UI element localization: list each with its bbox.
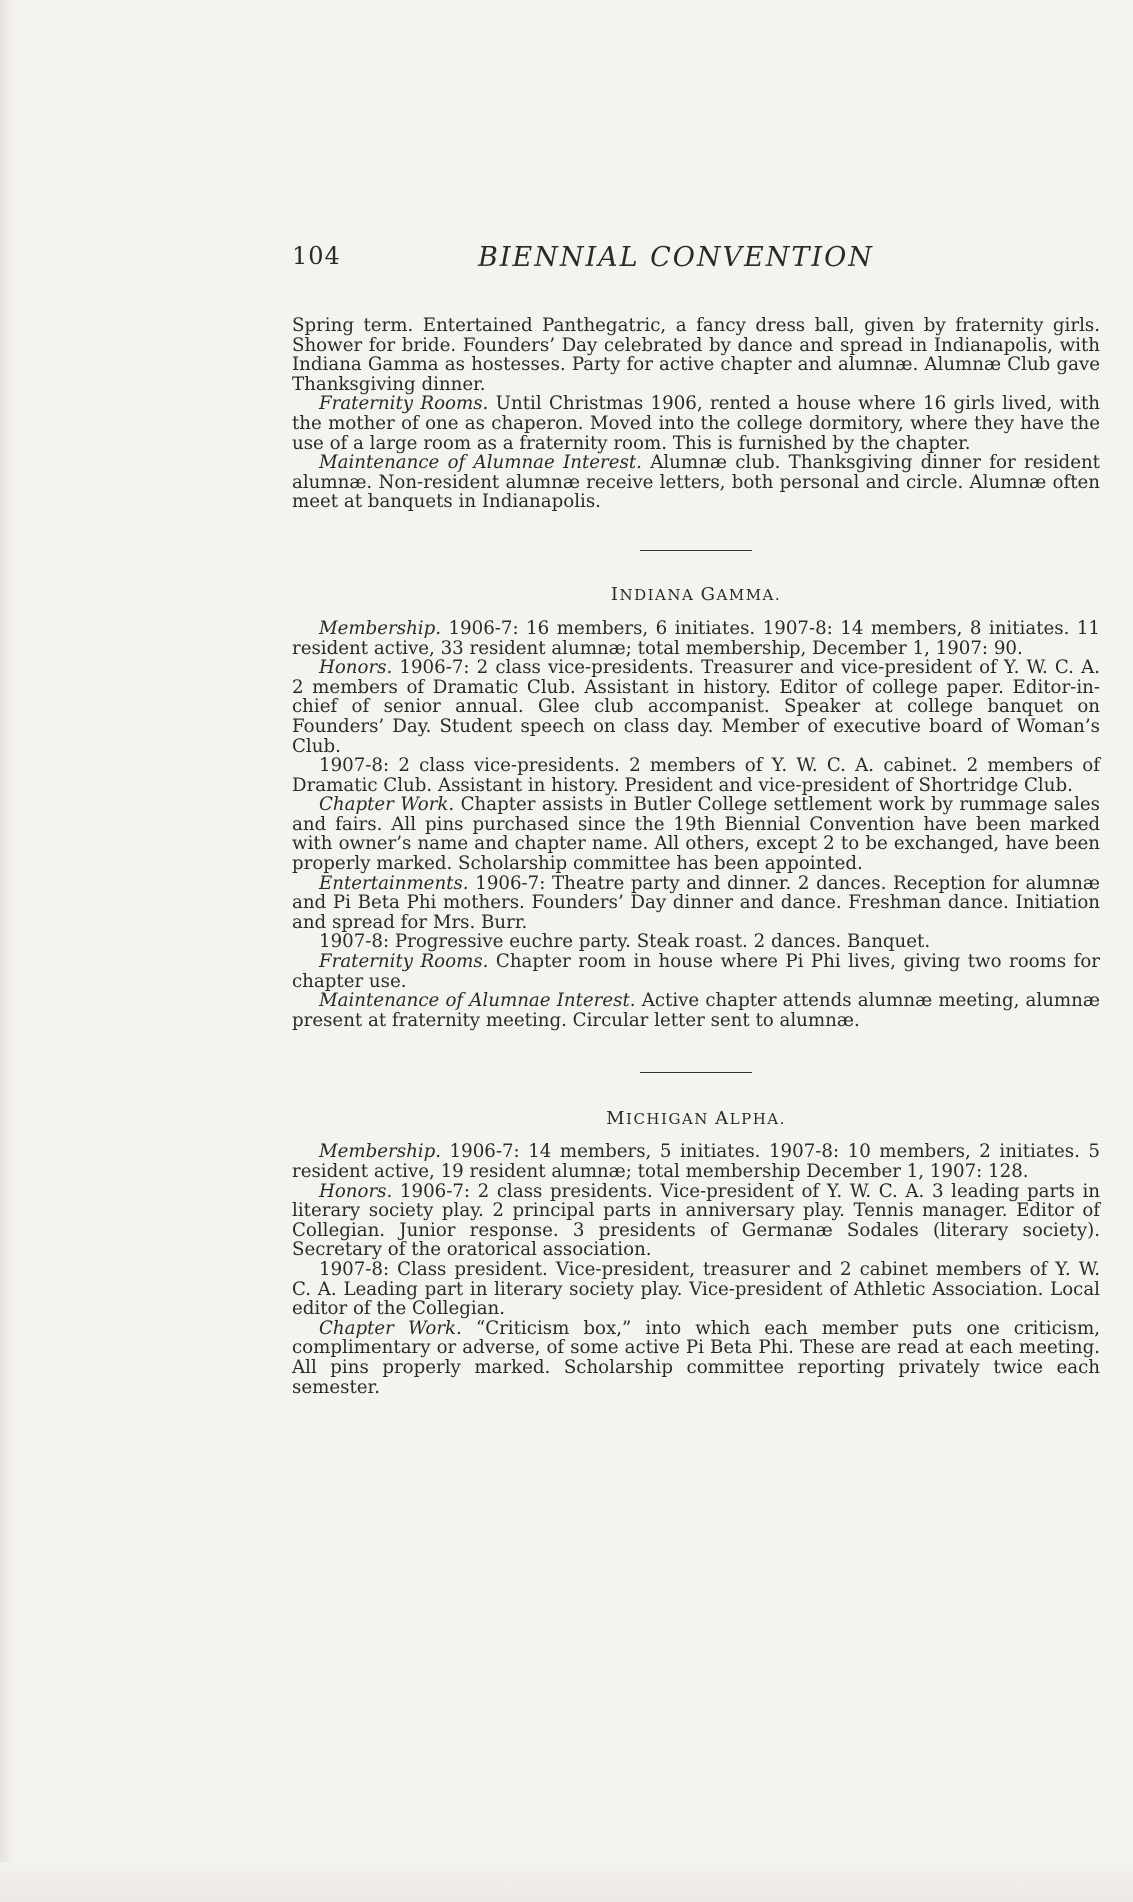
run-in-heading: Membership. [319,1141,442,1163]
paragraph-alumnae-interest [292,991,1100,1030]
paragraph-text: Chapter assists in Butler College settlement work by rummage sales and fairs. All pins purchased since the 19th Biennial Convention have been marked with owner’s name and chapter name. All others, except 2 to be exchanged, have been properly marked. Scholarship committee has been appointed. [292,794,1100,875]
paragraph-honors-1907: 1907-8: 2 class vice-presidents. 2 members of Y. W. C. A. cabinet. 2 members of Dramatic Club. Assistant in history. President and vice-president of Shortridge Club. [292,755,1100,796]
paragraph-text: Until Christmas 1906, rented a house where 16 girls lived, with the mother of one as chaperon. Moved into the college dormitory, where they have the use of a large room as a fraternity room. This is furnished by the chapter. [292,393,1100,454]
paragraph-membership [292,1142,1100,1181]
paragraph-honors-1907: 1907-8: Class president. Vice-president, treasurer and 2 cabinet members of Y. W. C. A. Leading part in literary society play. Vice-president of Athletic Association. Local editor of the Collegian. [292,1258,1100,1320]
paragraph-text: Active chapter attends alumnæ meeting, alumnæ present at fraternity meeting. Circular letter sent to alumnæ. [292,990,1100,1031]
run-in-heading: Honors. [319,657,393,679]
paragraph-fraternity-rooms [292,394,1100,453]
paragraph-text: Chapter room in house where Pi Phi lives, giving two rooms for chapter use. [292,951,1100,992]
paragraph-text: “Criticism box,” into which each member puts one criticism, complimentary or adverse, of some active Pi Beta Phi. These are read at each meeting. All pins properly marked. Scholarship committee reporting privately twice each semester. [292,1317,1100,1398]
paragraph-chapter-work [292,1319,1100,1397]
run-in-heading: Honors. [319,1180,393,1202]
run-in-heading: Membership. [319,617,442,639]
text-column [292,242,1100,1397]
section-divider [640,1072,752,1073]
paragraph-honors [292,658,1100,756]
paragraph-text: 1906-7: 2 class presidents. Vice-president of Y. W. C. A. 3 leading parts in literary society play. 2 principal parts in anniversary play. Tennis manager. Editor of Collegian. Junior response. 3 presidents of Germanæ Sodales (literary society). Secretary of the oratorical association. [292,1180,1100,1261]
run-in-heading: Fraternity Rooms. [319,951,489,973]
section-divider [640,550,752,551]
paragraph-chapter-work [292,795,1100,873]
run-in-heading: Fraternity Rooms. [319,393,489,415]
paragraph-spring-term: Spring term. Entertained Panthegatric, a fancy dress ball, given by fraternity girls. Shower for bride. Founders’ Day celebrated by dance and spread in Indianapolis, with Indiana Gamma as hostesses. Party for active chapter and alumnæ. Alumnæ Club gave Thanksgiving dinner. [292,315,1100,395]
paragraph-honors [292,1182,1100,1260]
section-title-michigan-alpha: MICHIGAN ALPHA. [606,1108,786,1130]
run-in-heading: Chapter Work. [319,1317,462,1339]
paragraph-membership [292,619,1100,658]
run-in-heading: Maintenance of Alumnae Interest. [319,452,642,474]
paragraph-text: 1906-7: 16 members, 6 initiates. 1907-8: 14 members, 8 initiates. 11 resident active, 33 resident alumnæ; total membership, December 1, 1907: 90. [292,617,1100,659]
paragraph-text: 1906-7: Theatre party and dinner. 2 dances. Reception for alumnæ and Pi Beta Phi mothers. Founders’ Day dinner and dance. Freshman dance. Initiation and spread for Mrs. Burr. [292,872,1100,933]
scan-bottom-shadow [0,1862,1133,1902]
run-in-heading: Chapter Work. [319,794,455,816]
section-title-indiana-gamma: INDIANA GAMMA. [610,583,782,605]
paragraph-entertainments-1907: 1907-8: Progressive euchre party. Steak roast. 2 dances. Banquet. [319,931,931,953]
page-header [292,242,1100,282]
running-title: BIENNIAL CONVENTION [478,242,874,273]
paragraph-text: Alumnæ club. Thanksgiving dinner for resident alumnæ. Non-resident alumnæ receive letters, both personal and circle. Alumnæ often meet at banquets in Indianapolis. [292,452,1100,513]
paragraph-fraternity-rooms [292,952,1100,991]
paragraph-entertainments [292,874,1100,933]
paragraph-text: 1906-7: 14 members, 5 initiates. 1907-8: 10 members, 2 initiates. 5 resident active, 19 resident alumnæ; total membership December 1, 1907: 128. [292,1141,1100,1182]
paragraph-text: 1906-7: 2 class vice-presidents. Treasurer and vice-president of Y. W. C. A. 2 members of Dramatic Club. Assistant in history. Editor of college paper. Editor-in-chief of senior annual. Glee club accompanist. Speaker at college banquet on Founders’ Day. Student speech on class day. Member of executive board of Woman’s Club. [292,657,1100,757]
scan-edge-shadow [0,0,14,1902]
run-in-heading: Entertainments. [319,872,469,894]
paragraph-alumnae-interest [292,453,1100,512]
page-number: 104 [292,242,341,270]
run-in-heading: Maintenance of Alumnae Interest. [319,990,636,1012]
